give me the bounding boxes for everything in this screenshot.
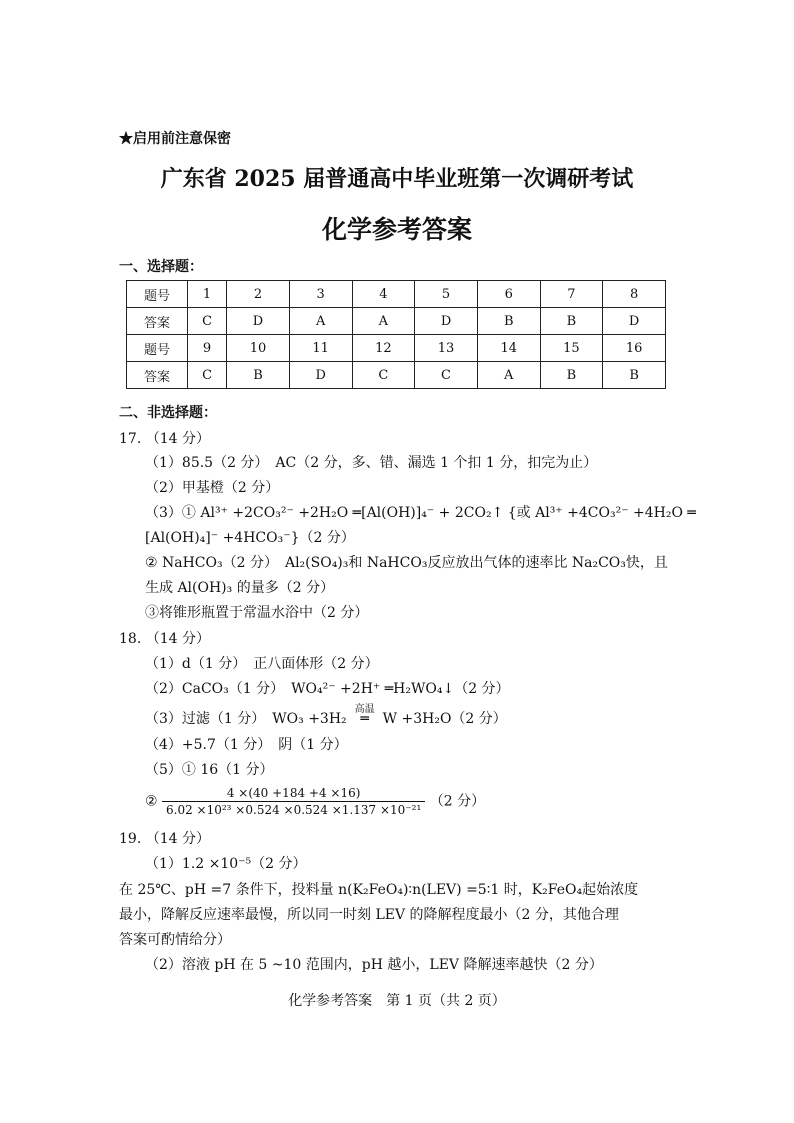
table-cell: B — [477, 308, 540, 335]
q17-line-1: （1）85.5（2 分） AC（2 分，多、错、漏选 1 个扣 1 分，扣完为止） — [145, 455, 598, 471]
table-row — [127, 281, 666, 308]
table-cell: 2 — [227, 281, 290, 308]
table-cell: B — [603, 362, 666, 389]
row-label: 题号 — [127, 335, 188, 362]
table-cell: 4 — [352, 281, 415, 308]
table-row — [127, 362, 666, 389]
q17-line-6: 生成 Al(OH)₃ 的量多（2 分） — [145, 580, 335, 596]
table-cell: A — [477, 362, 540, 389]
fraction-denominator: 6.02 ×10²³ ×0.524 ×0.524 ×1.137 ×10⁻²¹ — [166, 803, 422, 817]
table-cell: 12 — [352, 335, 415, 362]
reaction-condition: 高温 — [354, 704, 375, 715]
section-nonchoice-heading: 二、非选择题： — [119, 405, 217, 421]
table-cell: A — [352, 308, 415, 335]
q17-line-7: ③将锥形瓶置于常温水浴中（2 分） — [145, 605, 369, 621]
reaction-arrow: 高温 ═ — [347, 711, 383, 727]
table-cell: D — [289, 362, 352, 389]
table-cell: 14 — [477, 335, 540, 362]
q18-line-3 — [145, 704, 507, 728]
table-row — [127, 308, 666, 335]
q19-heading: 19. （14 分） — [119, 831, 210, 847]
q18-line-4: （4）+5.7（1 分） 阴（1 分） — [145, 737, 348, 753]
q17-line-4: [Al(OH)₄]⁻ +4HCO₃⁻}（2 分） — [145, 530, 355, 546]
table-cell: C — [188, 308, 227, 335]
table-cell: A — [289, 308, 352, 335]
q18-line-6 — [145, 786, 485, 817]
q18-line-1: （1）d（1 分） 正八面体形（2 分） — [145, 656, 379, 672]
row-label: 答案 — [127, 308, 188, 335]
q18-line-3-left: （3）过滤（1 分） WO₃ +3H₂ — [145, 711, 347, 727]
table-cell: 7 — [540, 281, 603, 308]
table-cell: 10 — [227, 335, 290, 362]
q19-line-2: 在 25℃、pH =7 条件下，投料量 n(K₂FeO₄)∶n(LEV) =5∶1 时，K₂FeO₄起始浓度 — [119, 882, 639, 898]
table-cell: C — [352, 362, 415, 389]
q18-heading: 18. （14 分） — [119, 631, 210, 647]
q18-line-5: （5）① 16（1 分） — [145, 762, 274, 778]
table-cell: 15 — [540, 335, 603, 362]
table-cell: D — [603, 308, 666, 335]
table-cell: 6 — [477, 281, 540, 308]
q17-heading: 17. （14 分） — [119, 431, 210, 447]
document-subtitle: 化学参考答案 — [321, 215, 472, 244]
q17-line-2: （2）甲基橙（2 分） — [145, 480, 280, 496]
table-row — [127, 335, 666, 362]
table-cell: D — [227, 308, 290, 335]
q19-line-1: （1）1.2 ×10⁻⁵（2 分） — [145, 856, 307, 872]
table-cell: 16 — [603, 335, 666, 362]
row-label: 题号 — [127, 281, 188, 308]
density-fraction — [162, 786, 425, 817]
confidential-note: ★启用前注意保密 — [119, 131, 231, 147]
table-cell: 11 — [289, 335, 352, 362]
table-cell: C — [415, 362, 478, 389]
q19-line-5: （2）溶液 pH 在 5 ~10 范围内，pH 越小，LEV 降解速率越快（2 分） — [145, 957, 603, 973]
row-label: 答案 — [127, 362, 188, 389]
table-cell: B — [227, 362, 290, 389]
q19-line-4: 答案可酌情给分） — [119, 932, 231, 948]
table-cell: 8 — [603, 281, 666, 308]
answer-table — [126, 280, 666, 389]
page-footer: 化学参考答案 第 1 页（共 2 页） — [288, 993, 506, 1009]
table-cell: C — [188, 362, 227, 389]
table-cell: 13 — [415, 335, 478, 362]
table-cell: 1 — [188, 281, 227, 308]
section-choice-heading: 一、选择题： — [119, 259, 203, 275]
q18-line-6-prefix: ② — [145, 793, 158, 810]
q19-line-3: 最小，降解反应速率最慢，所以同一时刻 LEV 的降解程度最小（2 分，其他合理 — [119, 907, 619, 923]
table-cell: 9 — [188, 335, 227, 362]
q18-line-6-suffix: （2 分） — [429, 793, 486, 810]
table-cell: 3 — [289, 281, 352, 308]
q17-line-5: ② NaHCO₃（2 分） Al₂(SO₄)₃和 NaHCO₃反应放出气体的速率比 Na₂CO₃快，且 — [145, 555, 668, 571]
table-cell: D — [415, 308, 478, 335]
table-cell: B — [540, 362, 603, 389]
fraction-numerator: 4 ×(40 +184 +4 ×16) — [162, 786, 425, 802]
document-title: 广东省 2025 届普通高中毕业班第一次调研考试 — [160, 166, 634, 192]
q18-line-3-right: W +3H₂O（2 分） — [382, 711, 507, 727]
q18-line-2: （2）CaCO₃（1 分） WO₄²⁻ +2H⁺ ═H₂WO₄↓（2 分） — [145, 681, 510, 697]
q17-line-3: （3）① Al³⁺ +2CO₃²⁻ +2H₂O ═[Al(OH)]₄⁻ + 2CO₂↑ {或 Al³⁺ +4CO₃²⁻ +4H₂O ═ — [145, 505, 696, 521]
table-cell: B — [540, 308, 603, 335]
table-cell: 5 — [415, 281, 478, 308]
